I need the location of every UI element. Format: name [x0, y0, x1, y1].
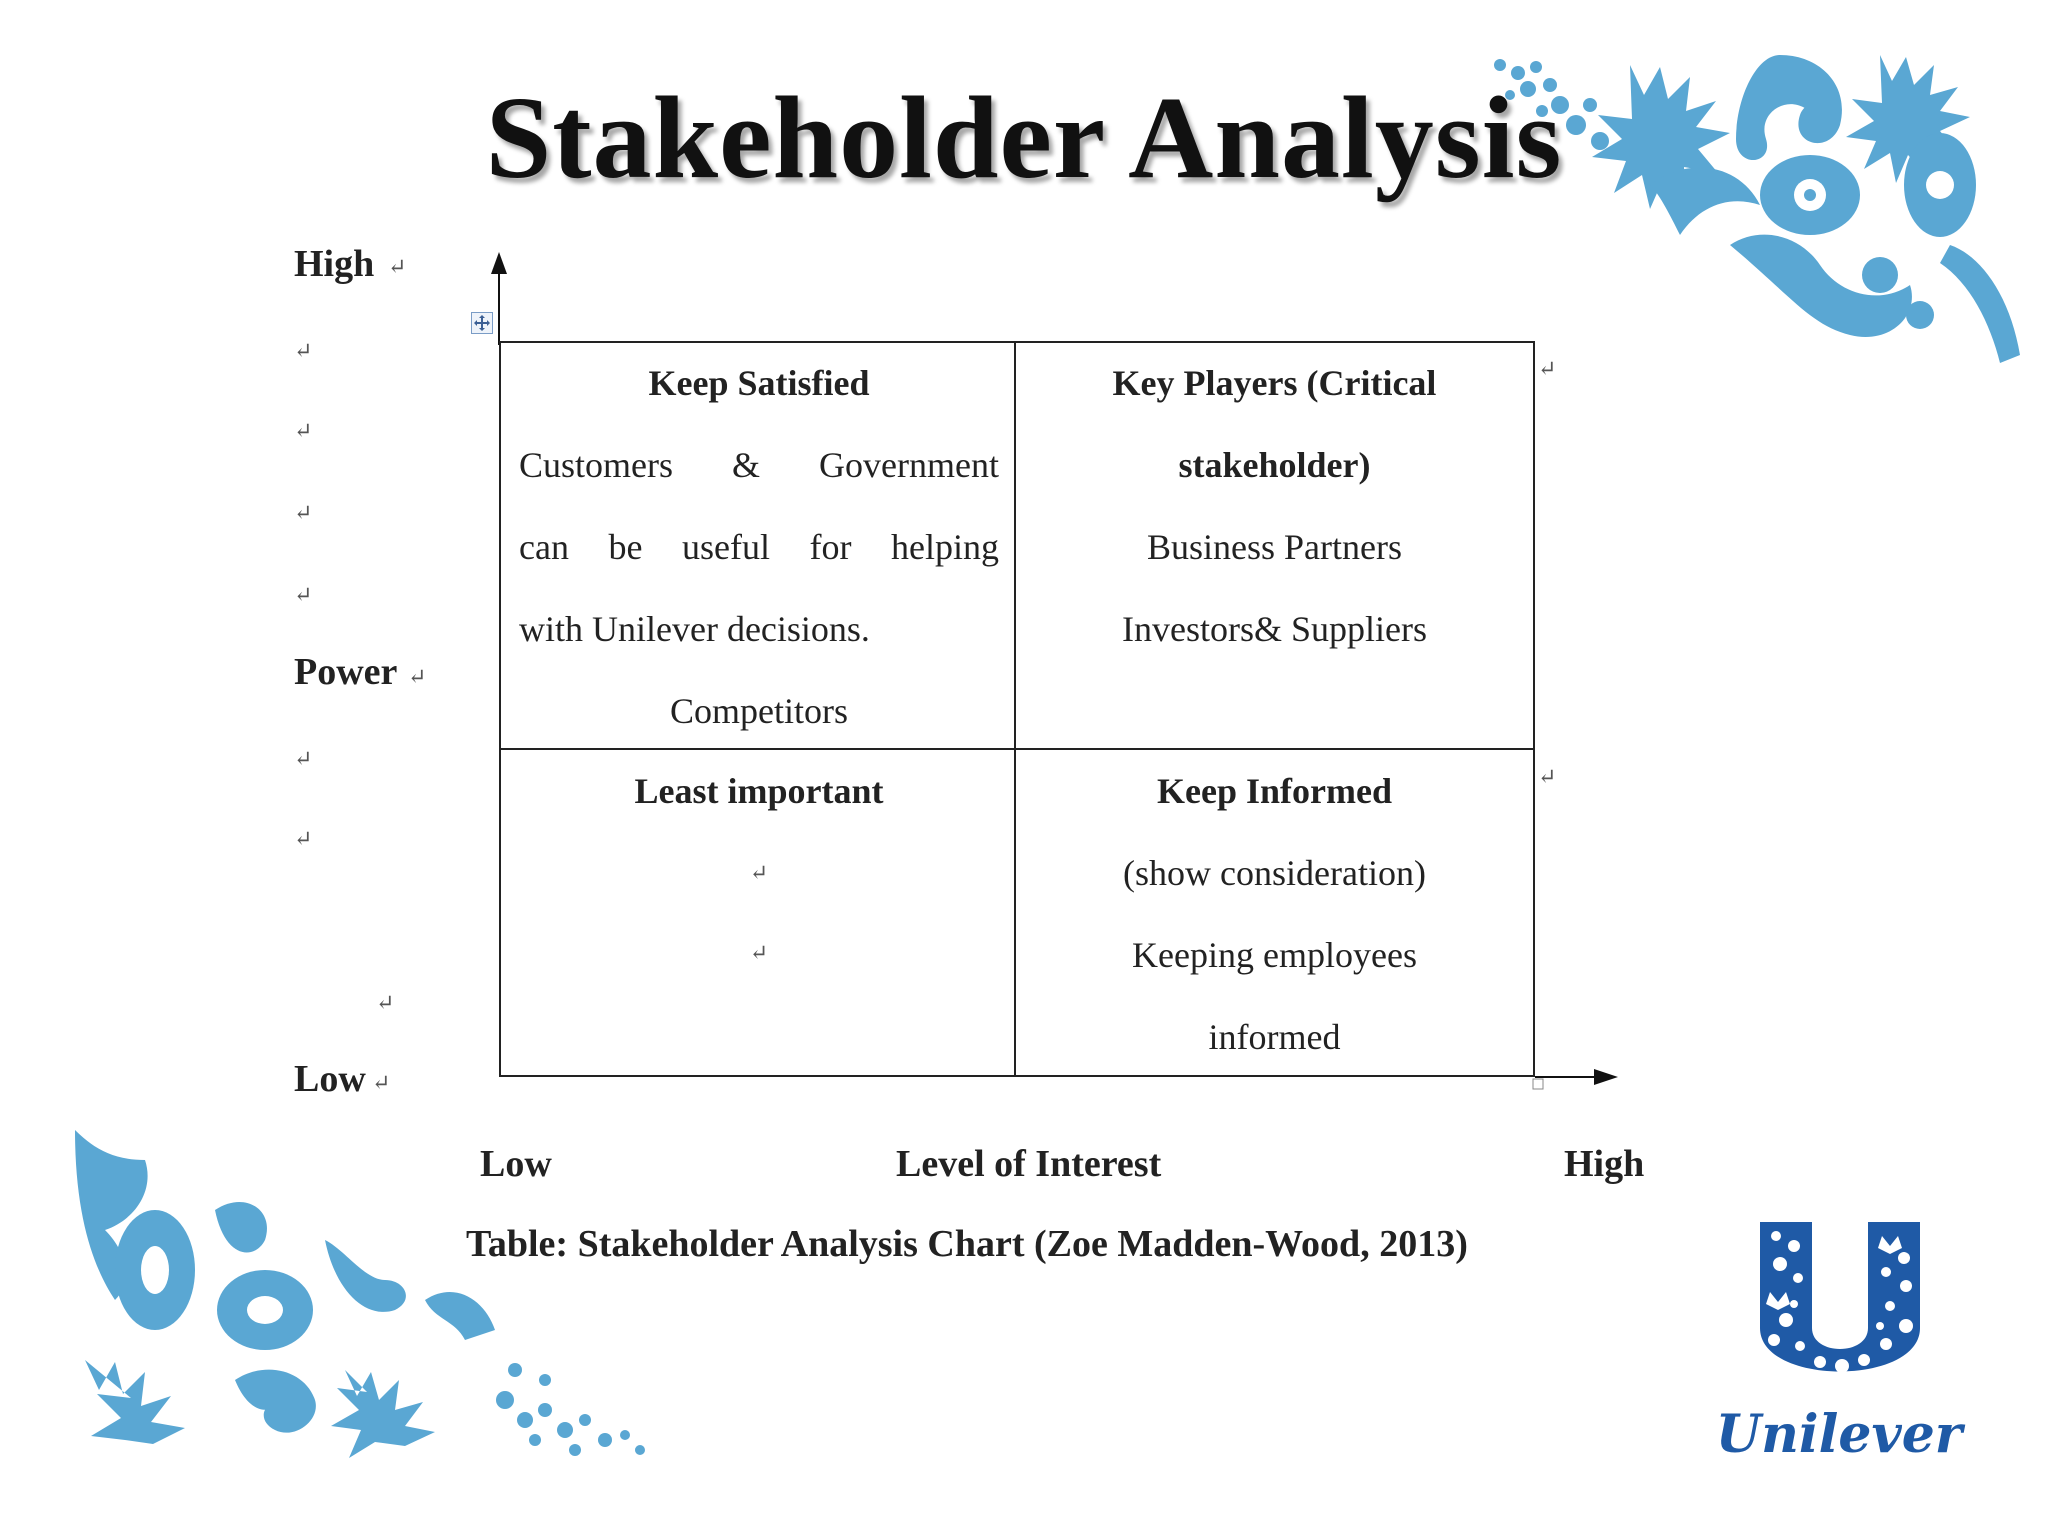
paragraph-mark: ↵	[749, 940, 769, 965]
table-resize-handle	[1533, 1079, 1543, 1089]
x-axis-low-label: Low	[480, 1143, 552, 1185]
paragraph-mark: ↵	[388, 254, 407, 279]
quadrant-line: (show consideration)	[1123, 853, 1426, 893]
table-caption: Table: Stakeholder Analysis Chart (Zoe Madden-Wood, 2013)	[466, 1223, 1468, 1265]
quadrant-line: Keeping employees	[1132, 935, 1417, 975]
quadrant-least-important	[519, 750, 999, 992]
quadrant-heading: Least important	[634, 771, 884, 811]
quadrant-line: Competitors	[670, 691, 848, 731]
y-axis-power-label: Power	[294, 651, 398, 693]
x-axis-arrowhead	[1594, 1069, 1618, 1085]
x-axis-high-label: High	[1564, 1143, 1645, 1185]
paragraph-mark: ↵	[376, 990, 395, 1015]
paragraph-mark: ↵	[294, 826, 313, 851]
decorative-pattern-bottom-left	[65, 1120, 655, 1470]
quadrant-heading: Keep Satisfied	[648, 363, 870, 403]
quadrant-keep-satisfied	[519, 342, 999, 752]
paragraph-mark: ↵	[372, 1070, 391, 1095]
x-axis-interest-label: Level of Interest	[896, 1143, 1162, 1185]
quadrant-heading: Key Players (Critical	[1112, 363, 1437, 403]
unilever-u-emblem-icon	[1750, 1216, 1930, 1406]
y-axis-arrowhead	[491, 252, 507, 274]
paragraph-mark: ↵	[294, 500, 313, 525]
y-axis-high-label: High	[294, 243, 375, 285]
y-axis-low-label: Low	[294, 1058, 366, 1100]
quadrant-line: informed	[1208, 1017, 1341, 1057]
quadrant-keep-informed	[1016, 750, 1533, 1078]
unilever-logo	[1662, 1204, 2016, 1500]
paragraph-mark: ↵	[294, 418, 313, 443]
paragraph-mark: ↵	[294, 746, 313, 771]
quadrant-line: Investors& Suppliers	[1122, 609, 1427, 649]
quadrant-heading: Keep Informed	[1157, 771, 1392, 811]
slide-title: Stakeholder Analysis	[485, 72, 1563, 203]
table-move-handle-icon[interactable]	[471, 312, 493, 334]
unilever-wordmark: Unilever	[1715, 1404, 1963, 1465]
quadrant-line: can be useful for helping	[519, 527, 999, 567]
paragraph-mark: ↵	[294, 582, 313, 607]
paragraph-mark: ↵	[1538, 356, 1557, 381]
paragraph-mark: ↵	[294, 338, 313, 363]
quadrant-line: with Unilever decisions.	[519, 609, 870, 649]
quadrant-line: Business Partners	[1147, 527, 1402, 567]
quadrant-key-players	[1016, 342, 1533, 670]
quadrant-line: Customers & Government	[519, 445, 999, 485]
paragraph-mark: ↵	[1538, 764, 1557, 789]
paragraph-mark: ↵	[408, 664, 427, 689]
paragraph-mark: ↵	[749, 860, 769, 885]
quadrant-heading: stakeholder)	[1178, 445, 1371, 485]
